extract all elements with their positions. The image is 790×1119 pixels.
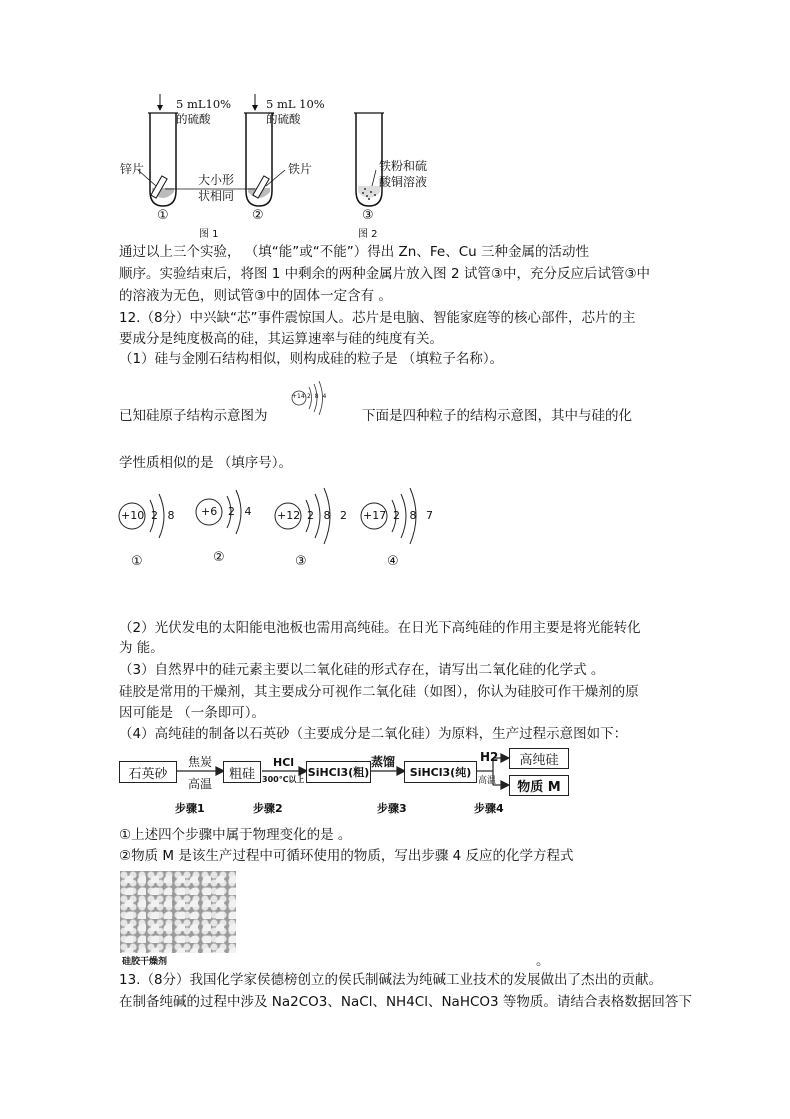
silica-gel-photo xyxy=(120,871,236,953)
flow-arrow2-bottom: 300℃以上 xyxy=(262,775,305,784)
flow-step-3: 步骤3 xyxy=(377,802,407,815)
question-12-part2: （2）光伏发电的太阳能电池板也需用高纯硅。在日光下高纯硅的作用主要是将光能转化 xyxy=(119,620,641,636)
sub-question-1: ①上述四个步骤中属于物理变化的是 。 xyxy=(119,827,352,843)
flow-arrow4-top: H2 xyxy=(480,750,499,764)
flow-box-high-purity-silicon: 高纯硅 xyxy=(509,748,569,769)
atom-structure-1: +10 2 8 ① xyxy=(117,478,197,568)
flow-arrow4-bottom: 高温 xyxy=(478,776,497,786)
question-12-part1: （1）硅与金刚石结构相似，则构成硅的粒子是 （填粒子名称）。 xyxy=(119,351,504,367)
flow-step-2: 步骤2 xyxy=(253,802,283,815)
si-follow-text: 下面是四种粒子的结构示意图，其中与硅的化 xyxy=(362,408,632,424)
silica-gel-caption: 硅胶干燥剂 xyxy=(122,957,168,967)
tube1-number: ① xyxy=(157,208,169,223)
question-12-heading: 12.（8分）中兴缺“芯”事件震惊国人。芯片是电脑、智能家庭等的核心部件，芯片的主 xyxy=(119,310,636,326)
flow-arrow1-top: 焦炭 xyxy=(188,755,213,769)
text-line: 的溶液为无色，则试管③中的固体一定含有 。 xyxy=(119,288,392,304)
question-12-part4: （4）高纯硅的制备以石英砂（主要成分是二氧化硅）为原料，生产过程示意图如下： xyxy=(119,726,628,742)
si-intro-text: 已知硅原子结构示意图为 xyxy=(119,408,268,424)
flow-box-sihcl3-crude: SiHCl3(粗) xyxy=(306,761,371,783)
atom-structure-4: +17 2 8 7 ④ xyxy=(359,478,449,568)
same-size-label: 大小形 状相同 xyxy=(198,173,235,203)
tube2-number: ② xyxy=(252,208,264,223)
figure1-caption: 图 1 xyxy=(199,229,219,240)
flow-step-1: 步骤1 xyxy=(175,802,205,815)
tube2-acid-label: 5 mL 10% 的硫酸 xyxy=(266,97,325,126)
flow-box-crude-silicon: 粗硅 xyxy=(223,761,261,783)
end-period: 。 xyxy=(536,953,550,969)
text-line: 为 能。 xyxy=(119,640,164,656)
atom-structure-2: +6 2 4 ② xyxy=(194,478,274,568)
text-line: 硅胶是常用的干燥剂，其主要成分可视作二氧化硅（如图），你认为硅胶可作干燥剂的原 xyxy=(119,684,639,700)
si-shells: 2 8 4 xyxy=(307,393,328,400)
tube3-number: ③ xyxy=(362,208,374,223)
text-line: 通过以上三个实验， （填“能”或“不能”）得出 Zn、Fe、Cu 三种金属的活动性 xyxy=(119,244,589,260)
tube3-content-label: 铁粉和硫 酸铜溶液 xyxy=(379,159,428,189)
sub-question-2: ②物质 M 是该生产过程中可循环使用的物质，写出步骤 4 反应的化学方程式 xyxy=(119,848,574,864)
flow-box-sihcl3-pure: SiHCl3(纯) xyxy=(404,761,477,783)
atom-structure-3: +12 2 8 2 ③ xyxy=(273,478,363,568)
flow-arrow1-bottom: 高温 xyxy=(188,777,213,791)
silicon-atom-diagram xyxy=(290,378,350,418)
flow-step-4: 步骤4 xyxy=(474,802,504,815)
text-line: 因可能是 （一条即可）。 xyxy=(119,705,266,721)
question-13-heading: 13.（8分）我国化学家侯德榜创立的侯氏制碱法为纯碱工业技术的发展做出了杰出的贡献。 xyxy=(119,972,663,988)
text-line: 要成分是纯度极高的硅，其运算速率与硅的纯度有关。 xyxy=(119,331,443,347)
question-12-part3: （3）自然界中的硅元素主要以二氧化硅的形式存在，请写出二氧化硅的化学式 。 xyxy=(119,662,605,678)
zinc-label: 锌片 xyxy=(120,162,145,176)
flow-arrow2-top: HCl xyxy=(273,756,295,769)
si-nucleus: +14 xyxy=(292,393,305,400)
tube1-acid-label: 5 mL10% 的硫酸 xyxy=(176,97,232,126)
text-line: 学性质相似的是 （填序号）。 xyxy=(119,455,293,471)
text-line: 顺序。实验结束后，将图 1 中剩余的两种金属片放入图 2 试管③中，充分反应后试管③中 xyxy=(119,266,651,282)
iron-label: 铁片 xyxy=(288,162,313,176)
text-line: 在制备纯碱的过程中涉及 Na2CO3、NaCl、NH4Cl、NaHCO3 等物质。请结合表格数据回答下 xyxy=(119,994,692,1010)
figure2-caption: 图 2 xyxy=(358,229,378,240)
flow-box-substance-m: 物质 M xyxy=(509,775,569,796)
flow-arrow3-top: 蒸馏 xyxy=(371,755,396,769)
flow-box-quartz-sand: 石英砂 xyxy=(119,761,177,783)
